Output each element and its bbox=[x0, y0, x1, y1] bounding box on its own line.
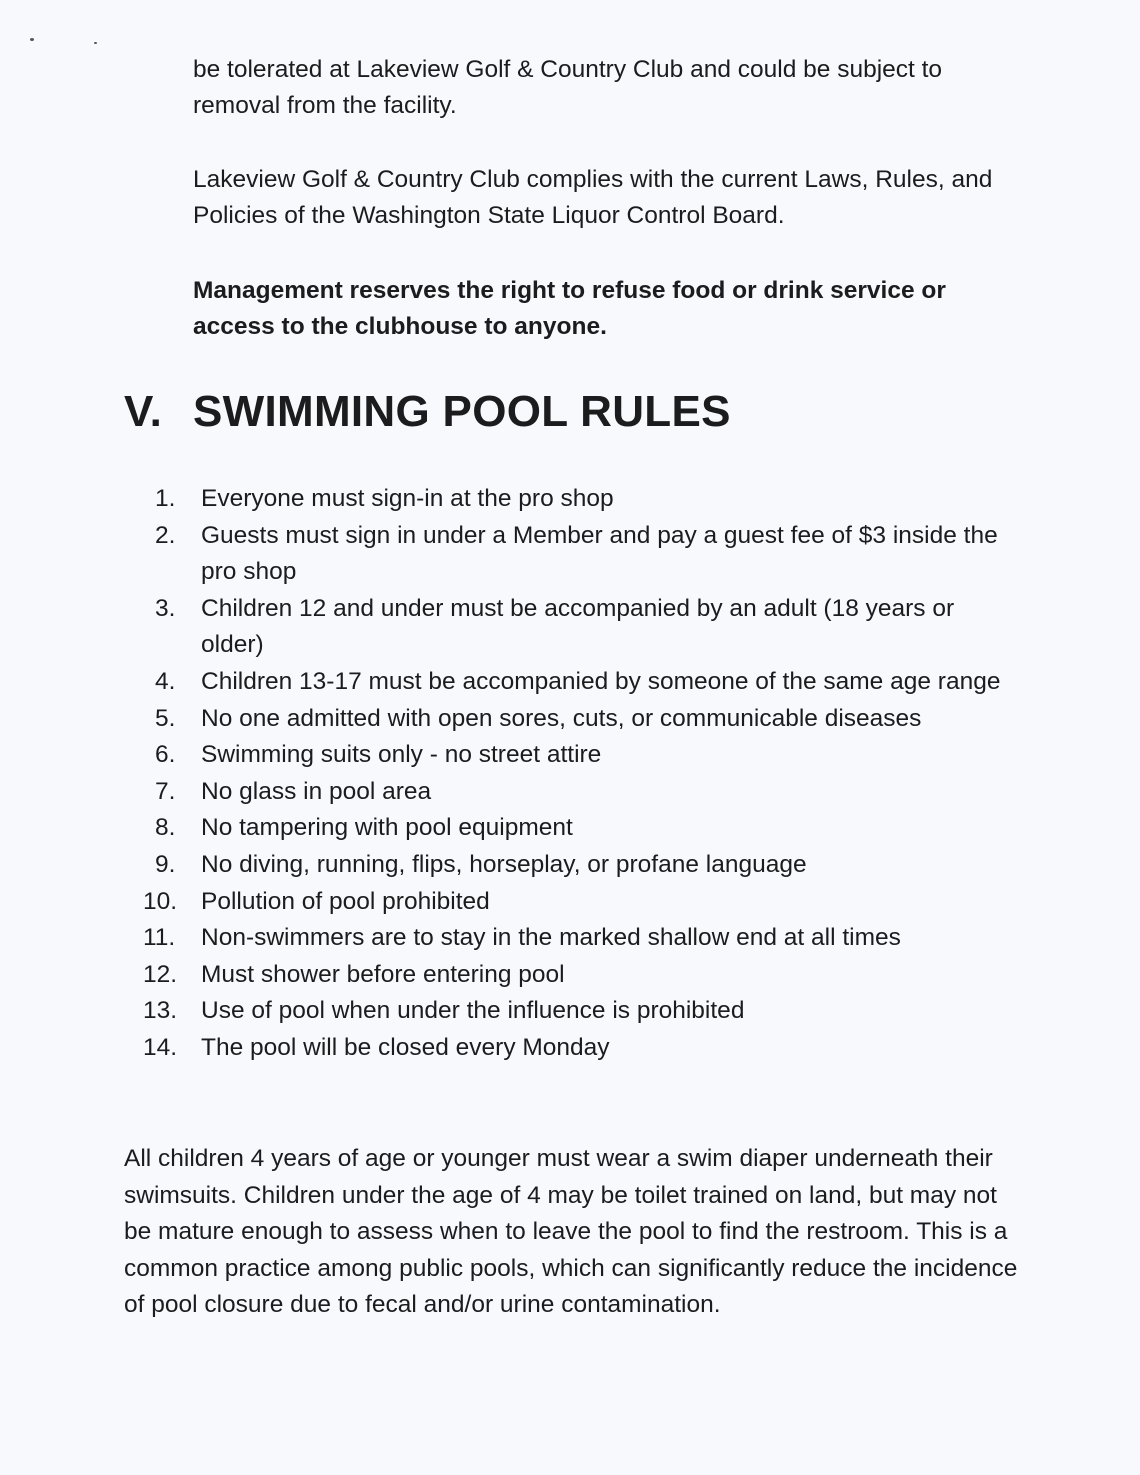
rule-item bbox=[124, 884, 1004, 921]
rule-item bbox=[124, 701, 1004, 738]
rule-item bbox=[124, 774, 1004, 811]
rule-text: Pollution of pool prohibited bbox=[201, 887, 490, 915]
rule-text: Everyone must sign-in at the pro shop bbox=[201, 485, 614, 512]
rule-text: No diving, running, flips, horseplay, or profane language bbox=[201, 850, 807, 878]
rule-item bbox=[124, 1030, 1004, 1067]
rule-number-text: 13. bbox=[143, 997, 178, 1025]
rule-number bbox=[124, 518, 201, 591]
rule-number bbox=[124, 481, 201, 518]
rule-text: No one admitted with open sores, cuts, or communicable diseases bbox=[201, 704, 922, 732]
rule-text: Children 13-17 must be accompanied by someone of the same age range bbox=[201, 667, 1001, 695]
rule-number bbox=[124, 993, 201, 1030]
rule-item bbox=[124, 591, 1004, 664]
section-title: SWIMMING POOL RULES bbox=[193, 387, 731, 436]
rule-item bbox=[124, 737, 1004, 774]
rule-number-text: 5. bbox=[155, 704, 176, 732]
rule-text: Guests must sign in under a Member and pay a guest fee of $3 inside the pro shop bbox=[201, 521, 998, 586]
rule-item bbox=[124, 957, 1004, 994]
rule-item bbox=[124, 664, 1004, 701]
rule-number bbox=[124, 920, 201, 957]
rule-item bbox=[124, 847, 1004, 884]
rule-number-text: 11. bbox=[143, 924, 176, 952]
rule-number-text: 8. bbox=[155, 814, 176, 842]
rule-number bbox=[124, 884, 201, 921]
rule-number-text: 2. bbox=[155, 521, 176, 549]
intro-paragraph-2: Lakeview Golf & Country Club complies with the current Laws, Rules, and Policies of the Washington State Liquor Control Board. bbox=[193, 166, 993, 229]
section-number: V. bbox=[124, 387, 163, 436]
rule-number-text: 10. bbox=[143, 887, 178, 915]
rule-item bbox=[124, 518, 1004, 591]
rule-number-text: 3. bbox=[155, 594, 176, 622]
rule-number bbox=[124, 1030, 201, 1067]
rule-number bbox=[124, 847, 201, 884]
rule-text: The pool will be closed every Monday bbox=[201, 1033, 610, 1061]
rule-number bbox=[124, 591, 201, 664]
rule-text: Children 12 and under must be accompanied by an adult (18 years or older) bbox=[201, 594, 955, 659]
scan-speck bbox=[94, 42, 97, 44]
rule-item bbox=[124, 810, 1004, 847]
rule-text: Swimming suits only - no street attire bbox=[201, 741, 602, 769]
swim-diaper-paragraph: All children 4 years of age or younger must wear a swim diaper underneath their swimsuits. Children under the age of 4 may be toilet trained on land, but may not be mature enough to assess when to leave the pool to find the restroom. This is a common practice among public pools, which can significantly reduce the incidence of pool closure due to fecal and/or urine contamination. bbox=[124, 1145, 1018, 1319]
rule-number-text: 9. bbox=[155, 850, 176, 878]
rule-text: No glass in pool area bbox=[201, 777, 432, 805]
rule-number bbox=[124, 957, 201, 994]
rule-number bbox=[124, 774, 201, 811]
rule-text: Non-swimmers are to stay in the marked shallow end at all times bbox=[201, 924, 901, 952]
rule-number bbox=[124, 810, 201, 847]
rule-text: Use of pool when under the influence is prohibited bbox=[201, 997, 745, 1025]
scan-speck bbox=[30, 38, 34, 41]
section-heading bbox=[124, 382, 731, 442]
rule-item bbox=[124, 481, 1004, 518]
rule-number-text: 4. bbox=[155, 667, 176, 695]
rule-item bbox=[124, 993, 1004, 1030]
rule-number-text: 1. bbox=[155, 485, 176, 512]
rule-number-text: 12. bbox=[143, 960, 178, 988]
rule-number bbox=[124, 664, 201, 701]
pool-rules-list bbox=[124, 481, 1004, 1067]
rule-item bbox=[124, 920, 1004, 957]
rule-number-text: 14. bbox=[143, 1033, 178, 1061]
rule-text: Must shower before entering pool bbox=[201, 960, 565, 988]
rule-number bbox=[124, 701, 201, 738]
rule-number-text: 7. bbox=[155, 777, 176, 805]
rule-number bbox=[124, 737, 201, 774]
intro-paragraph-1: be tolerated at Lakeview Golf & Country Club and could be subject to removal from the facility. bbox=[193, 56, 943, 119]
management-notice: Management reserves the right to refuse food or drink service or access to the clubhouse to anyone. bbox=[193, 277, 946, 340]
rule-number-text: 6. bbox=[155, 741, 176, 769]
rule-text: No tampering with pool equipment bbox=[201, 814, 573, 842]
